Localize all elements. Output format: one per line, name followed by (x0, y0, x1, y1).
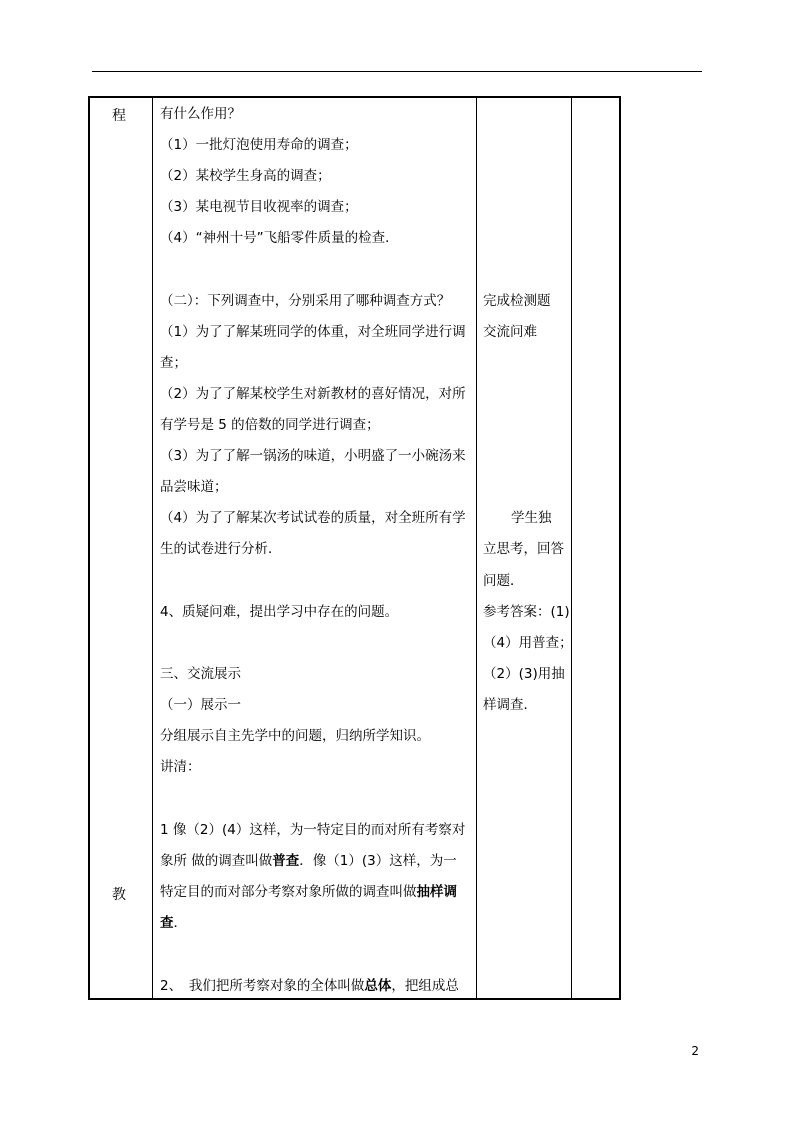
main-line: 有什么作用？ (160, 106, 241, 122)
main-line (160, 883, 457, 901)
main-line (160, 852, 457, 870)
main-line: 分组展示自主先学中的问题，归纳所学知识。 (160, 728, 430, 744)
main-line: 品尝味道； (160, 479, 228, 495)
text-run: ．像（1）(3）这样，为一 (299, 853, 457, 869)
column-divider (476, 98, 477, 998)
main-line: 生的试卷进行分析． (160, 541, 282, 557)
main-line: 有学号是 5 的倍数的同学进行调查； (160, 417, 380, 433)
text-run: 2、 我们把所考察对象的全体叫做 (160, 978, 365, 994)
activity-line: 交流问难 (483, 324, 537, 340)
text-run: 特定目的而对部分考察对象所做的调查叫做 (160, 884, 417, 900)
main-line: （一）展示一 (160, 697, 241, 713)
bold-term: 查 (160, 915, 174, 931)
left-col-top-char: 程 (112, 108, 126, 124)
main-line: （二）：下列调查中，分别采用了哪种调查方式？ (160, 293, 451, 309)
activity-line: 问题． (483, 573, 524, 589)
main-line: 查； (160, 355, 187, 371)
main-line: （1）为了了解某班同学的体重，对全班同学进行调 (160, 324, 466, 340)
bold-term: 总体 (364, 978, 392, 994)
header-rule (92, 71, 702, 72)
bold-term: 抽样调 (416, 884, 457, 900)
text-run: ，把组成总 (391, 978, 459, 994)
activity-line: 样调查． (483, 697, 537, 713)
main-line: （3）为了了解一锅汤的味道，小明盛了一小碗汤来 (160, 448, 466, 464)
main-line: （2）某校学生身高的调查； (160, 168, 331, 184)
section-heading: 三、交流展示 (160, 666, 241, 682)
activity-line: 参考答案：(1) (483, 604, 570, 620)
main-line: （2）为了了解某校学生对新教材的喜好情况，对所 (160, 386, 466, 402)
main-line: 4、质疑问难，提出学习中存在的问题。 (160, 604, 399, 620)
main-line: （1）一批灯泡使用寿命的调查； (160, 137, 358, 153)
main-line: （4）“神州十号”飞船零件质量的检查． (160, 230, 399, 246)
main-line: 讲清： (160, 759, 201, 775)
text-run: 1 像（2）(4）这样，为一特定目的而对所有考察对 (160, 822, 466, 838)
main-line (160, 914, 187, 932)
text-run: ． (173, 915, 187, 931)
column-divider (571, 98, 572, 998)
activity-line: 立思考，回答 (483, 541, 564, 557)
text-run: 象所 做的调查叫做 (160, 853, 273, 869)
activity-line: （4）用普查； (483, 635, 573, 651)
lesson-table (88, 96, 621, 1000)
bold-term: 普查 (272, 853, 300, 869)
left-col-bottom-char: 教 (112, 887, 126, 903)
main-line: （4）为了了解某次考试试卷的质量，对全班所有学 (160, 510, 466, 526)
activity-line: 学生独 (511, 510, 552, 526)
main-line (160, 977, 459, 995)
activity-line: （2）(3)用抽 (483, 666, 565, 682)
column-divider (152, 98, 153, 998)
main-line (160, 821, 465, 839)
main-line: （3）某电视节目收视率的调查； (160, 199, 358, 215)
page-number: 2 (691, 1044, 699, 1058)
activity-line: 完成检测题 (483, 293, 551, 309)
